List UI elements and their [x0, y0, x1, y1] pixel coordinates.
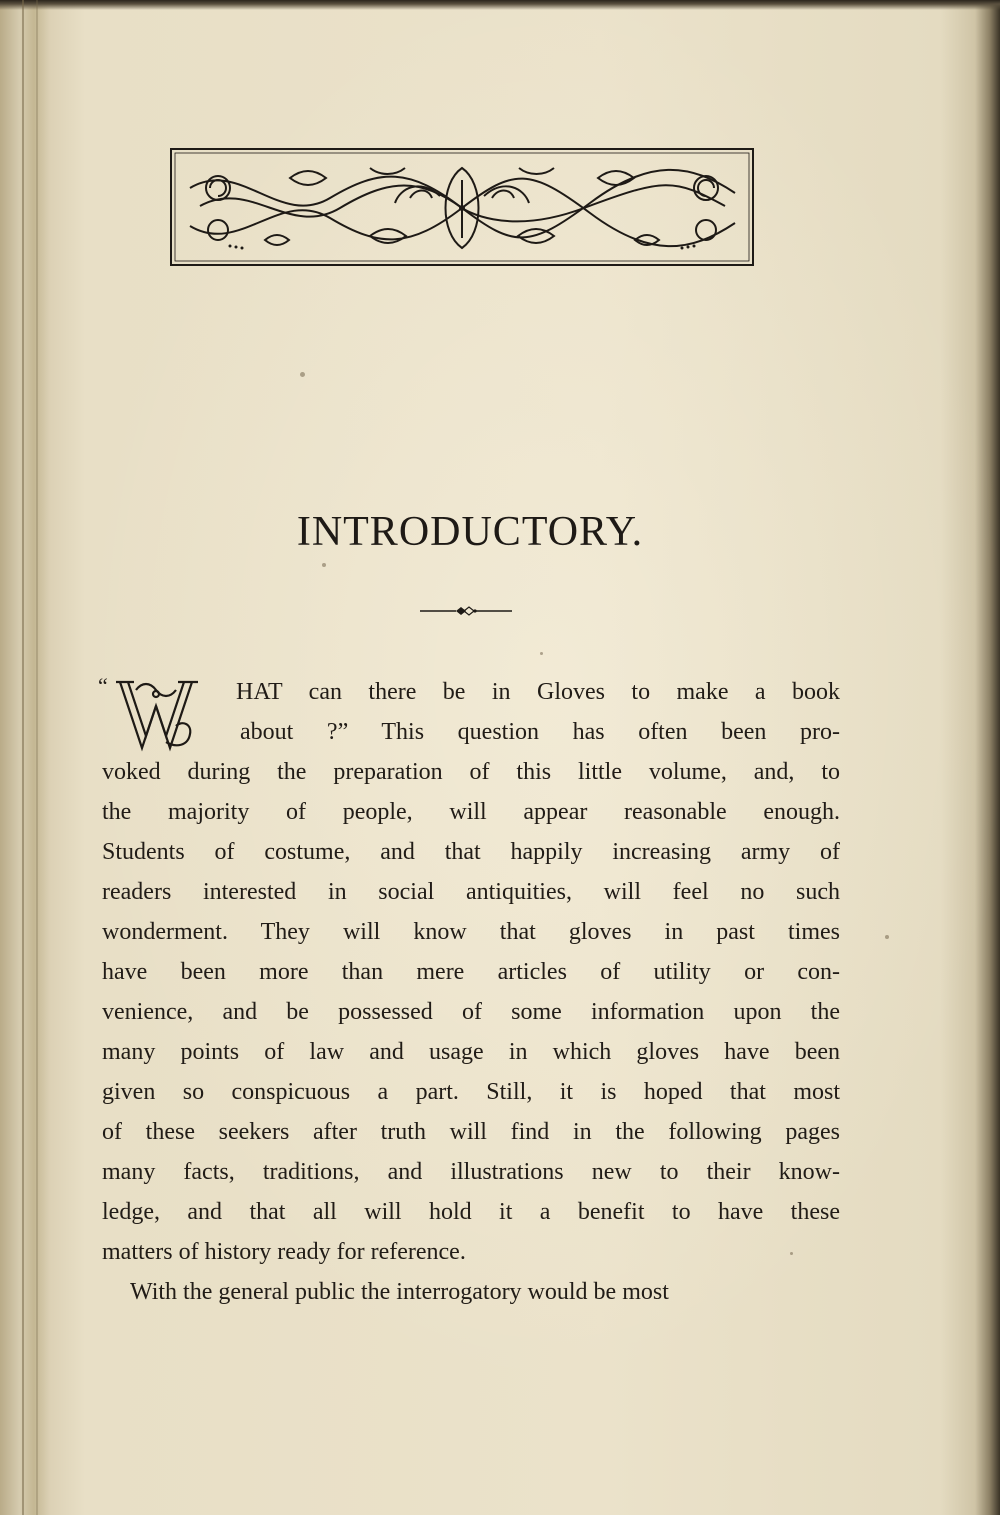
text-line: matters of history ready for reference.	[102, 1239, 466, 1265]
text-line: about ?” This question has often been pro-	[240, 719, 840, 745]
paper-speck	[322, 563, 326, 567]
text-line: wonderment. They will know that gloves in past times	[102, 919, 840, 945]
text-line: ledge, and that all will hold it a benefit to have these	[102, 1199, 840, 1225]
text-line: venience, and be possessed of some information upon the	[102, 999, 840, 1025]
text-line: readers interested in social antiquities, will feel no such	[102, 879, 840, 905]
paragraph-1-body	[102, 752, 840, 1272]
text-line: many points of law and usage in which gloves have been	[102, 1039, 840, 1065]
binding-shadow	[22, 0, 24, 1515]
paragraph-opening	[98, 656, 840, 752]
paper-speck	[300, 372, 305, 377]
text-line: have been more than mere articles of utility or con-	[102, 959, 840, 985]
page-top-edge	[0, 0, 1000, 10]
text-line: With the general public the interrogatory would be most	[130, 1279, 669, 1305]
paper-speck	[540, 652, 543, 655]
text-line: HAT can there be in Gloves to make a book	[236, 679, 840, 705]
text-line: voked during the preparation of this little volume, and, to	[102, 759, 840, 785]
text-line: given so conspicuous a part. Still, it is hoped that most	[102, 1079, 840, 1105]
chapter-heading	[0, 508, 940, 556]
text-line: the majority of people, will appear reasonable enough.	[102, 799, 840, 825]
opening-quote-mark: “	[98, 673, 108, 698]
chapter-heading-text: INTRODUCTORY.	[296, 509, 644, 555]
text-line: of these seekers after truth will find in the following pages	[102, 1119, 840, 1145]
divider-ornament	[420, 604, 512, 618]
drop-cap-w-ornament	[116, 656, 212, 754]
paper-speck	[885, 935, 889, 939]
floral-headpiece-ornament	[170, 148, 754, 266]
body-text	[98, 656, 840, 1312]
text-line: Students of costume, and that happily increasing army of	[102, 839, 840, 865]
paper-speck	[790, 1252, 793, 1255]
drop-cap-letter: W	[116, 656, 139, 682]
text-line: many facts, traditions, and illustrations new to their know-	[102, 1159, 840, 1185]
binding-fold	[36, 0, 38, 1515]
